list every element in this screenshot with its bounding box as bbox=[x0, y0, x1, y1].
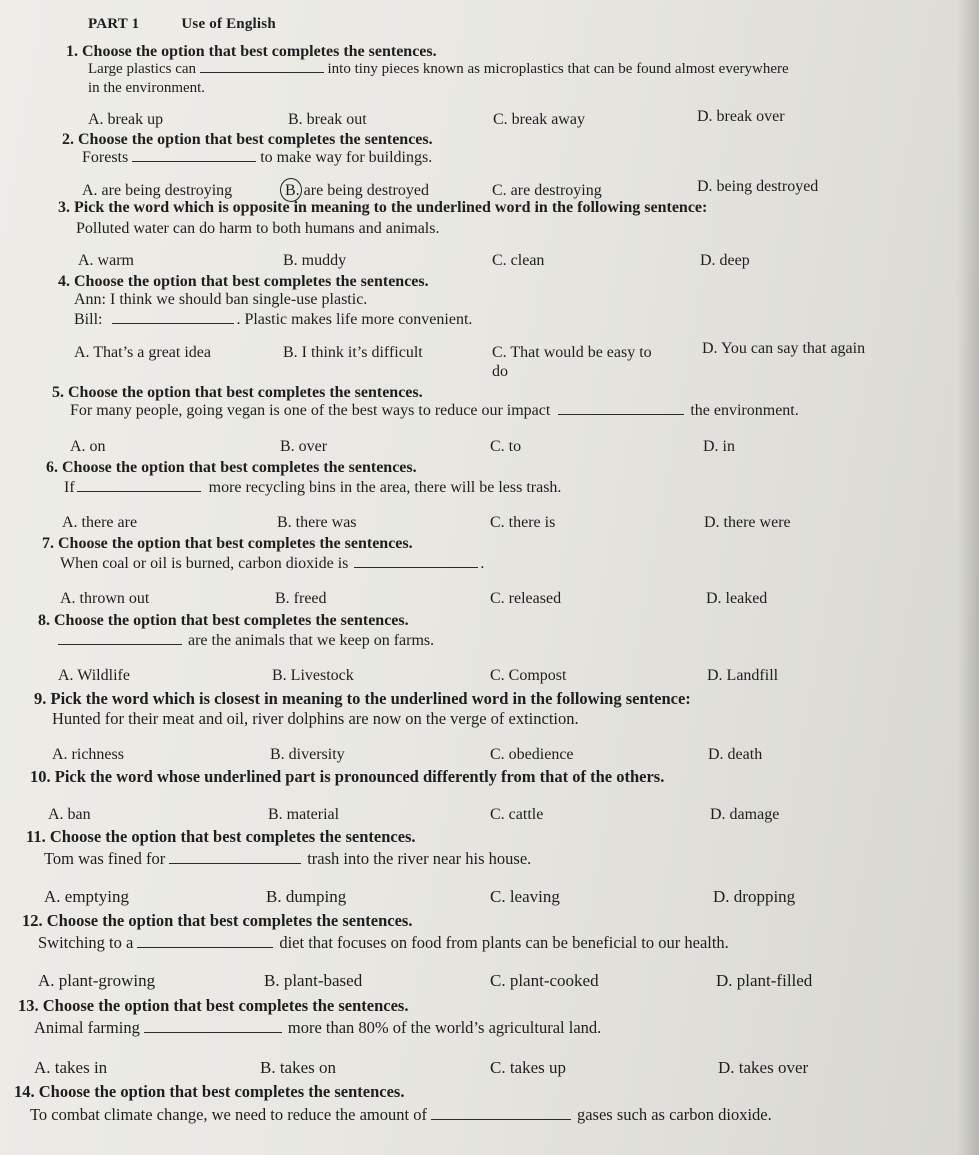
question-5-instruction: 5. Choose the option that best completes the sentences. bbox=[52, 384, 423, 401]
question-6-instruction: 6. Choose the option that best completes the sentences. bbox=[46, 459, 417, 476]
question-7-option-c[interactable]: C. released bbox=[490, 590, 562, 607]
question-10-option-c[interactable]: C. cattle bbox=[490, 806, 544, 823]
question-2-option-d[interactable]: D. being destroyed bbox=[697, 178, 819, 195]
question-13-option-b[interactable]: B. takes on bbox=[260, 1058, 337, 1077]
question-10-option-b[interactable]: B. material bbox=[268, 806, 340, 823]
answer-blank bbox=[144, 1021, 282, 1033]
question-13-option-d[interactable]: D. takes over bbox=[718, 1058, 809, 1077]
question-4-option-d[interactable]: D. You can say that again bbox=[702, 340, 866, 357]
part-label: PART 1 bbox=[88, 16, 140, 32]
question-1-sentence: Large plastics can into tiny pieces known as microplastics that can be found almost everywhere bbox=[88, 61, 789, 77]
question-2-option-b[interactable]: B. are being destroyed bbox=[285, 182, 429, 199]
question-10-option-d[interactable]: D. damage bbox=[710, 806, 780, 823]
question-8-option-c[interactable]: C. Compost bbox=[490, 667, 567, 684]
question-4-dialogue-bill: Bill: . Plastic makes life more convenient. bbox=[74, 311, 473, 328]
question-13-instruction: 13. Choose the option that best completes the sentences. bbox=[18, 996, 409, 1015]
question-13-option-a[interactable]: A. takes in bbox=[34, 1058, 108, 1077]
question-9-option-b[interactable]: B. diversity bbox=[270, 746, 345, 763]
question-5-option-a[interactable]: A. on bbox=[70, 438, 106, 455]
question-11-instruction: 11. Choose the option that best completes the sentences. bbox=[26, 827, 416, 846]
question-3-option-a[interactable]: A. warm bbox=[78, 252, 134, 269]
question-11-option-d[interactable]: D. dropping bbox=[713, 887, 796, 906]
question-5-option-d[interactable]: D. in bbox=[703, 438, 735, 455]
answer-blank bbox=[431, 1108, 571, 1120]
question-2-instruction: 2. Choose the option that best completes the sentences. bbox=[62, 131, 433, 148]
question-2-option-c[interactable]: C. are destroying bbox=[492, 182, 602, 199]
question-4-option-c-cont: do bbox=[492, 363, 508, 380]
question-4-instruction: 4. Choose the option that best completes the sentences. bbox=[58, 273, 429, 290]
answer-circle-mark: B. bbox=[285, 182, 300, 199]
question-8-option-b[interactable]: B. Livestock bbox=[272, 667, 354, 684]
question-6-option-b[interactable]: B. there was bbox=[277, 514, 357, 531]
question-6-option-d[interactable]: D. there were bbox=[704, 514, 791, 531]
question-11-option-a[interactable]: A. emptying bbox=[44, 887, 129, 906]
question-8-sentence: are the animals that we keep on farms. bbox=[58, 631, 434, 650]
question-8-instruction: 8. Choose the option that best completes the sentences. bbox=[38, 612, 409, 629]
question-4-dialogue-ann: Ann: I think we should ban single-use plastic. bbox=[74, 291, 368, 308]
question-1-option-a[interactable]: A. break up bbox=[88, 111, 164, 128]
worksheet-header bbox=[88, 16, 276, 33]
question-2-sentence: Forests to make way for buildings. bbox=[82, 149, 433, 166]
question-3-sentence: Polluted water can do harm to both humans and animals. bbox=[76, 220, 440, 237]
question-3-option-b[interactable]: B. muddy bbox=[283, 252, 347, 269]
question-7-option-b[interactable]: B. freed bbox=[275, 590, 327, 607]
question-9-instruction: 9. Pick the word which is closest in meaning to the underlined word in the following sentence: bbox=[34, 689, 691, 708]
question-12-option-d[interactable]: D. plant-filled bbox=[716, 971, 813, 990]
question-4-option-b[interactable]: B. I think it’s difficult bbox=[283, 344, 423, 361]
section-title: Use of English bbox=[181, 16, 276, 32]
page-edge-shadow bbox=[957, 0, 979, 1155]
question-1-option-c[interactable]: C. break away bbox=[493, 111, 585, 128]
question-12-option-c[interactable]: C. plant-cooked bbox=[490, 971, 599, 990]
question-9-option-d[interactable]: D. death bbox=[708, 746, 763, 763]
question-9-option-a[interactable]: A. richness bbox=[52, 746, 124, 763]
question-12-sentence: Switching to a diet that focuses on food from plants can be beneficial to our health. bbox=[38, 933, 729, 952]
answer-blank bbox=[77, 480, 201, 492]
question-9-option-c[interactable]: C. obedience bbox=[490, 746, 574, 763]
question-10-option-a[interactable]: A. ban bbox=[48, 806, 91, 823]
answer-blank bbox=[558, 403, 684, 415]
question-14-sentence: To combat climate change, we need to reduce the amount of gases such as carbon dioxide. bbox=[30, 1105, 772, 1124]
question-10-instruction: 10. Pick the word whose underlined part is pronounced differently from that of the others. bbox=[30, 767, 665, 786]
answer-blank bbox=[137, 936, 273, 948]
question-5-option-c[interactable]: C. to bbox=[490, 438, 522, 455]
question-7-sentence: When coal or oil is burned, carbon dioxide is . bbox=[60, 555, 485, 572]
question-6-option-a[interactable]: A. there are bbox=[62, 514, 138, 531]
question-3-instruction: 3. Pick the word which is opposite in meaning to the underlined word in the following sentence: bbox=[58, 199, 708, 216]
question-11-sentence: Tom was fined for trash into the river near his house. bbox=[44, 849, 532, 868]
question-11-option-c[interactable]: C. leaving bbox=[490, 887, 560, 906]
answer-blank bbox=[354, 556, 478, 568]
answer-blank bbox=[132, 150, 256, 162]
question-3-option-c[interactable]: C. clean bbox=[492, 252, 545, 269]
answer-blank bbox=[169, 852, 301, 864]
question-12-option-a[interactable]: A. plant-growing bbox=[38, 971, 156, 990]
question-11-option-b[interactable]: B. dumping bbox=[266, 887, 347, 906]
question-9-sentence: Hunted for their meat and oil, river dolphins are now on the verge of extinction. bbox=[52, 709, 579, 728]
answer-blank bbox=[58, 633, 182, 645]
question-4-option-a[interactable]: A. That’s a great idea bbox=[74, 344, 211, 361]
question-4-option-c[interactable]: C. That would be easy to bbox=[492, 344, 652, 361]
question-1-sentence-cont: in the environment. bbox=[88, 80, 206, 96]
question-12-instruction: 12. Choose the option that best completes the sentences. bbox=[22, 911, 413, 930]
question-12-option-b[interactable]: B. plant-based bbox=[264, 971, 363, 990]
answer-blank bbox=[112, 312, 234, 324]
question-13-option-c[interactable]: C. takes up bbox=[490, 1058, 567, 1077]
question-7-option-d[interactable]: D. leaked bbox=[706, 590, 768, 607]
answer-blank bbox=[200, 61, 324, 73]
question-6-option-c[interactable]: C. there is bbox=[490, 514, 556, 531]
question-1-option-d[interactable]: D. break over bbox=[697, 108, 785, 125]
question-13-sentence: Animal farming more than 80% of the world’s agricultural land. bbox=[34, 1018, 602, 1037]
question-8-option-d[interactable]: D. Landfill bbox=[707, 667, 779, 684]
question-3-option-d[interactable]: D. deep bbox=[700, 252, 750, 269]
question-5-option-b[interactable]: B. over bbox=[280, 438, 328, 455]
question-7-instruction: 7. Choose the option that best completes the sentences. bbox=[42, 535, 413, 552]
question-5-sentence: For many people, going vegan is one of the best ways to reduce our impact the environment. bbox=[70, 402, 799, 419]
question-8-option-a[interactable]: A. Wildlife bbox=[58, 667, 130, 684]
question-6-sentence: If more recycling bins in the area, there will be less trash. bbox=[64, 479, 562, 496]
question-2-option-a[interactable]: A. are being destroying bbox=[82, 182, 233, 199]
question-1-option-b[interactable]: B. break out bbox=[288, 111, 367, 128]
question-14-instruction: 14. Choose the option that best completes the sentences. bbox=[14, 1082, 405, 1101]
question-7-option-a[interactable]: A. thrown out bbox=[60, 590, 150, 607]
question-1-instruction: 1. Choose the option that best completes the sentences. bbox=[66, 43, 437, 60]
